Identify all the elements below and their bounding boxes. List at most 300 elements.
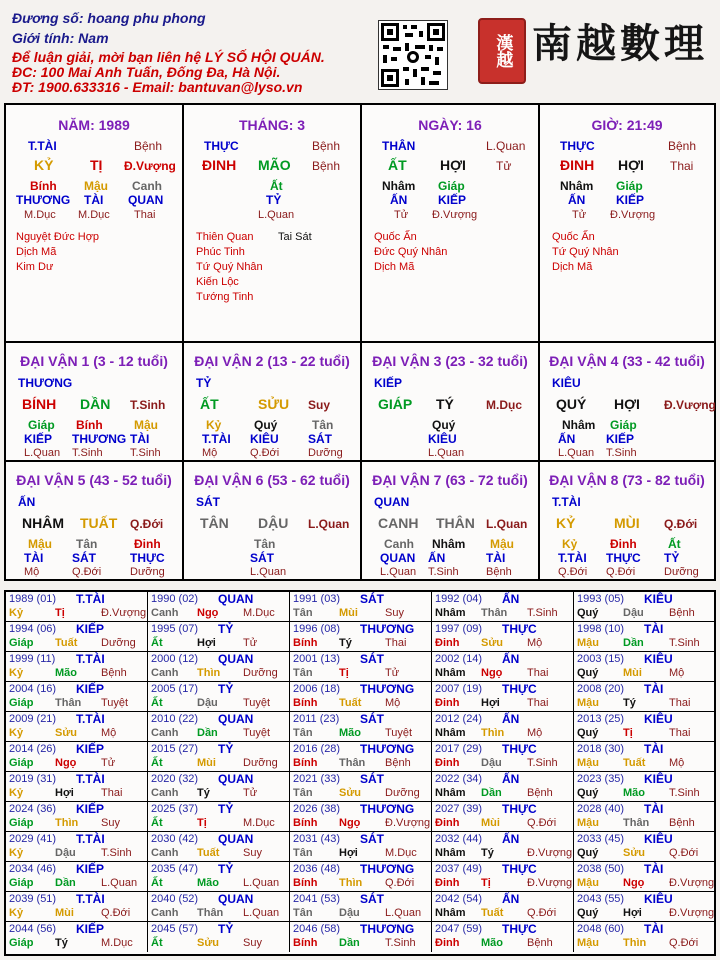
year-branch: Tý [55, 937, 68, 949]
year-branch: Dậu [55, 847, 76, 859]
hidden-status: Đ.Vượng [610, 209, 656, 221]
year-status: Suy [243, 937, 262, 949]
year-status: T.Sinh [385, 937, 416, 949]
year-branch: Thân [197, 907, 224, 919]
year-ten-god: SÁT [360, 652, 384, 666]
year-branch: Mão [55, 667, 77, 679]
hidden-god: T.TÀI [558, 551, 587, 565]
year-ten-god: TỶ [218, 742, 234, 756]
year-ten-god: THƯƠNG [360, 622, 415, 636]
year-label: 1994 (06) [9, 623, 57, 635]
year-status: Bệnh [527, 787, 553, 799]
luck-status: Q.Đới [130, 517, 164, 531]
year-status: Đ.Vượng [669, 877, 715, 889]
year-ten-god: ẤN [502, 832, 520, 846]
year-status: Tử [243, 637, 258, 649]
year-ten-god: TÀI [644, 802, 664, 816]
year-branch: Dần [623, 637, 644, 649]
hidden-status: L.Quan [24, 447, 61, 459]
year-ten-god: ẤN [502, 652, 520, 666]
year-status: L.Quan [243, 907, 280, 919]
gender-value: Nam [78, 30, 109, 46]
year-ten-god: THỰC [502, 742, 537, 756]
year-label: 2002 (14) [435, 653, 483, 665]
pillar-status: Bệnh [312, 159, 341, 173]
year-stem: Đinh [435, 877, 460, 889]
year-label: 1990 (02) [151, 593, 199, 605]
year-label: 1995 (07) [151, 623, 199, 635]
year-status: Dưỡng [243, 667, 278, 679]
year-ten-god: T.TÀI [76, 592, 105, 606]
year-branch: Tị [55, 607, 65, 619]
year-label: 2048 (60) [577, 923, 625, 935]
year-cell [290, 652, 432, 682]
year-stem: Mậu [577, 937, 599, 949]
star-item: Quốc Ấn [374, 231, 417, 243]
year-stem: Ất [151, 697, 163, 709]
year-label: 2033 (45) [577, 833, 625, 845]
year-branch: Tuất [339, 697, 362, 709]
luck-stem: ẤT [200, 396, 219, 412]
hidden-stem: Nhâm [432, 537, 466, 551]
year-status: Thai [669, 697, 691, 709]
year-status: Dưỡng [101, 637, 136, 649]
pillar-top-status: Bệnh [134, 139, 163, 153]
year-branch: Hợi [197, 637, 216, 649]
year-stem: Bính [293, 877, 318, 889]
hidden-god: THỰC [606, 551, 641, 565]
pillar-stem: ĐINH [202, 157, 237, 173]
gender-row [12, 30, 109, 46]
year-label: 2045 (57) [151, 923, 199, 935]
year-ten-god: TÀI [644, 622, 664, 636]
hidden-status: T.Sinh [72, 447, 103, 459]
year-branch: Dần [339, 937, 360, 949]
year-label: 2042 (54) [435, 893, 483, 905]
hidden-god: SÁT [250, 551, 274, 565]
luck-god: ẤN [18, 495, 36, 509]
year-cell [6, 592, 148, 622]
year-status: Tử [101, 757, 116, 769]
pillar-stem: KỶ [34, 157, 54, 173]
star-item: Tứ Quý Nhân [552, 246, 619, 258]
year-status: Mộ [385, 697, 401, 709]
header [0, 0, 720, 100]
year-cell [574, 892, 714, 922]
luck-stem: TÂN [200, 515, 229, 531]
name-row [12, 10, 206, 26]
hidden-status: Thai [134, 209, 156, 221]
year-ten-god: KIẾP [76, 622, 105, 636]
year-cell [574, 922, 714, 952]
pillar-month [184, 105, 362, 343]
hidden-stem: Kỷ [206, 418, 222, 432]
luck-branch: THÂN [436, 515, 475, 531]
year-stem: Giáp [9, 877, 34, 889]
year-branch: Tị [197, 817, 207, 829]
year-stem: Quý [577, 787, 599, 799]
luck-cycle-8 [540, 462, 714, 581]
year-ten-god: KIÊU [644, 592, 673, 606]
year-label: 2027 (39) [435, 803, 483, 815]
hidden-god: ẤN [568, 193, 586, 207]
year-status: Mộ [669, 757, 685, 769]
luck-branch: HỢI [614, 396, 640, 412]
pillar-status: Thai [670, 159, 694, 173]
year-ten-god: TỶ [218, 622, 234, 636]
hidden-god: KIẾP [616, 193, 645, 207]
year-branch: Mùi [55, 907, 74, 919]
year-label: 1993 (05) [577, 593, 625, 605]
year-status: Thai [527, 667, 549, 679]
pillar-top-status: L.Quan [486, 139, 526, 153]
year-cell [290, 802, 432, 832]
year-cell [574, 712, 714, 742]
luck-branch: SỬU [258, 396, 290, 412]
pillar-year [6, 105, 184, 343]
year-cell [432, 772, 574, 802]
hidden-god: TỶ [664, 551, 680, 565]
year-branch: Dần [197, 727, 218, 739]
year-stem: Nhâm [435, 787, 466, 799]
year-ten-god: T.TÀI [76, 712, 105, 726]
year-stem: Kỷ [9, 907, 24, 919]
hidden-status: Tử [572, 209, 587, 221]
hidden-god: TÀI [24, 551, 44, 565]
luck-god: KIÊU [552, 376, 581, 390]
hidden-stem: Nhâm [382, 179, 416, 193]
pillar-branch: MÃO [258, 157, 291, 173]
luck-god: KIẾP [374, 376, 403, 390]
year-stem: Mậu [577, 757, 599, 769]
pillar-top-status: Bệnh [668, 139, 697, 153]
year-cell [574, 802, 714, 832]
hidden-god: QUAN [380, 551, 416, 565]
year-stem: Giáp [9, 637, 34, 649]
year-ten-god: QUAN [218, 652, 254, 666]
year-status: T.Sinh [669, 787, 700, 799]
year-status: Mộ [527, 727, 543, 739]
year-branch: Thân [623, 817, 650, 829]
chart-board [4, 103, 716, 581]
hidden-stem: Tân [76, 537, 98, 551]
hidden-status: Dưỡng [664, 566, 699, 578]
year-label: 2041 (53) [293, 893, 341, 905]
year-status: Q.Đới [527, 907, 557, 919]
pillar-top-god: THỰC [560, 139, 595, 153]
year-label: 2010 (22) [151, 713, 199, 725]
year-cell [290, 892, 432, 922]
year-ten-god: T.TÀI [76, 652, 105, 666]
year-ten-god: QUAN [218, 892, 254, 906]
year-stem: Ất [151, 937, 163, 949]
hidden-status: Đ.Vượng [432, 209, 478, 221]
year-branch: Tuất [623, 757, 646, 769]
hidden-stem: Mậu [28, 537, 52, 551]
year-cell [574, 652, 714, 682]
year-label: 1991 (03) [293, 593, 341, 605]
year-stem: Tân [293, 667, 313, 679]
year-stem: Ất [151, 817, 163, 829]
hidden-status: Dưỡng [130, 566, 165, 578]
year-status: Suy [101, 817, 120, 829]
year-label: 2047 (59) [435, 923, 483, 935]
year-stem: Nhâm [435, 847, 466, 859]
year-branch: Thân [55, 697, 82, 709]
luck-god: SÁT [196, 495, 220, 509]
year-cell [574, 592, 714, 622]
year-cell [432, 892, 574, 922]
year-label: 2023 (35) [577, 773, 625, 785]
year-label: 2046 (58) [293, 923, 341, 935]
year-status: M.Dục [101, 937, 133, 949]
year-branch: Ngọ [55, 757, 77, 769]
year-stem: Ất [151, 637, 163, 649]
luck-status: T.Sinh [130, 398, 166, 412]
year-ten-god: TÀI [644, 862, 664, 876]
hidden-stem: Tân [254, 537, 276, 551]
luck-title: ĐẠI VẬN 5 (43 - 52 tuổi) [16, 472, 172, 488]
hidden-stem: Bính [76, 418, 103, 432]
year-status: Bệnh [385, 757, 411, 769]
year-cell [6, 802, 148, 832]
year-ten-god: ẤN [502, 712, 520, 726]
year-label: 1999 (11) [9, 653, 56, 665]
hidden-stem: Bính [30, 179, 57, 193]
hidden-god: TÀI [130, 432, 150, 446]
year-label: 2039 (51) [9, 893, 57, 905]
luck-cycle-3 [362, 343, 540, 462]
year-ten-god: QUAN [218, 832, 254, 846]
year-cell [574, 742, 714, 772]
year-stem: Tân [293, 787, 313, 799]
year-label: 2035 (47) [151, 863, 199, 875]
luck-god: TỶ [196, 376, 212, 390]
year-cell [290, 922, 432, 952]
hidden-god: KIÊU [428, 432, 457, 446]
year-ten-god: SÁT [360, 772, 384, 786]
year-stem: Kỷ [9, 667, 24, 679]
year-stem: Nhâm [435, 907, 466, 919]
year-cell [290, 622, 432, 652]
year-branch: Tý [481, 847, 494, 859]
year-stem: Kỷ [9, 727, 24, 739]
year-branch: Thìn [55, 817, 79, 829]
year-stem: Tân [293, 847, 313, 859]
hidden-status: L.Quan [558, 447, 595, 459]
hidden-god: KIẾP [606, 432, 635, 446]
luck-title: ĐẠI VẬN 1 (3 - 12 tuổi) [20, 353, 168, 369]
star-item: Dịch Mã [374, 261, 415, 273]
year-cell [148, 802, 290, 832]
year-branch: Thân [481, 607, 508, 619]
year-ten-god: THỰC [502, 622, 537, 636]
year-ten-god: THỰC [502, 802, 537, 816]
hidden-stem: Ất [270, 179, 283, 193]
year-stem: Đinh [435, 817, 460, 829]
year-branch: Mùi [481, 817, 500, 829]
year-branch: Ngọ [481, 667, 503, 679]
luck-status: Suy [308, 398, 331, 412]
pillar-hour [540, 105, 714, 343]
year-status: Tuyệt [243, 727, 271, 739]
luck-status: L.Quan [308, 517, 350, 531]
hidden-god: KIẾP [438, 193, 467, 207]
year-ten-god: QUAN [218, 772, 254, 786]
year-label: 2003 (15) [577, 653, 625, 665]
year-label: 2025 (37) [151, 803, 199, 815]
year-ten-god: SÁT [360, 892, 384, 906]
luck-branch: DẬU [258, 515, 289, 531]
year-branch: Ngọ [197, 607, 219, 619]
luck-cycle-2 [184, 343, 362, 462]
year-branch: Thân [339, 757, 366, 769]
year-label: 2021 (33) [293, 773, 341, 785]
year-branch: Sửu [197, 937, 220, 949]
year-ten-god: THƯƠNG [360, 742, 415, 756]
star-item: Dịch Mã [16, 246, 57, 258]
year-branch: Mão [481, 937, 503, 949]
year-ten-god: KIÊU [644, 652, 673, 666]
year-label: 2037 (49) [435, 863, 483, 875]
year-label: 2036 (48) [293, 863, 341, 875]
pillar-status: Đ.Vượng [124, 159, 176, 173]
hidden-status: M.Dục [78, 209, 110, 221]
hidden-stem: Giáp [438, 179, 465, 193]
year-stem: Nhâm [435, 667, 466, 679]
star-item: Kim Dư [16, 261, 54, 273]
year-stem: Đinh [435, 697, 460, 709]
year-status: M.Dục [385, 847, 417, 859]
year-label: 2019 (31) [9, 773, 57, 785]
year-label: 2018 (30) [577, 743, 625, 755]
hidden-god: THỰC [130, 551, 165, 565]
year-ten-god: KIẾP [76, 802, 105, 816]
hidden-stem: Nhâm [560, 179, 594, 193]
year-label: 2009 (21) [9, 713, 57, 725]
luck-title: ĐẠI VẬN 4 (33 - 42 tuổi) [549, 353, 705, 369]
year-ten-god: QUAN [218, 712, 254, 726]
year-label: 2022 (34) [435, 773, 483, 785]
pillar-day [362, 105, 540, 343]
year-cell [290, 832, 432, 862]
luck-cycle-1 [6, 343, 184, 462]
year-status: Tuyệt [385, 727, 413, 739]
year-status: Đ.Vượng [385, 817, 431, 829]
hidden-status: Q.Đới [606, 566, 636, 578]
hidden-god: T.TÀI [202, 432, 231, 446]
year-stem: Ất [151, 877, 163, 889]
year-ten-god: KIẾP [76, 922, 105, 936]
hidden-stem: Ất [668, 537, 681, 551]
year-branch: Tuất [481, 907, 504, 919]
star-item: Dịch Mã [552, 261, 593, 273]
pillar-branch: HỢI [440, 157, 466, 173]
luck-title: ĐẠI VẬN 2 (13 - 22 tuổi) [194, 353, 350, 369]
qr-code-icon [378, 20, 448, 90]
year-cell [6, 622, 148, 652]
year-stem: Quý [577, 667, 599, 679]
year-cell [148, 652, 290, 682]
year-status: Bệnh [527, 937, 553, 949]
pillar-title: THÁNG: 3 [238, 117, 306, 133]
star-item: Đức Quý Nhân [374, 246, 448, 258]
year-cell [148, 922, 290, 952]
year-branch: Dậu [481, 757, 502, 769]
year-branch: Dậu [623, 607, 644, 619]
year-status: T.Sinh [527, 607, 558, 619]
year-branch: Tý [623, 697, 636, 709]
year-branch: Mùi [623, 667, 642, 679]
year-cell [432, 652, 574, 682]
star-item: Quốc Ấn [552, 231, 595, 243]
year-stem: Nhâm [435, 607, 466, 619]
year-label: 2005 (17) [151, 683, 199, 695]
hidden-god: KIÊU [250, 432, 279, 446]
year-label: 2006 (18) [293, 683, 341, 695]
luck-god: THƯƠNG [18, 376, 73, 390]
year-cell [148, 772, 290, 802]
year-ten-god: SÁT [360, 712, 384, 726]
year-stem: Canh [151, 787, 179, 799]
year-cell [148, 622, 290, 652]
year-label: 2000 (12) [151, 653, 199, 665]
hidden-god: ẤN [390, 193, 408, 207]
hidden-god: ẤN [558, 432, 576, 446]
year-status: L.Quan [243, 877, 280, 889]
luck-stem: NHÂM [22, 515, 64, 531]
year-stem: Giáp [9, 757, 34, 769]
hidden-status: L.Quan [428, 447, 465, 459]
star-item: Nguyệt Đức Hợp [16, 231, 100, 243]
hidden-status: Dưỡng [308, 447, 343, 459]
year-ten-god: TÀI [644, 682, 664, 696]
hidden-status: Q.Đới [558, 566, 588, 578]
year-branch: Ngọ [623, 877, 645, 889]
year-stem: Mậu [577, 637, 599, 649]
hidden-stem: Kỷ [562, 537, 578, 551]
year-cell [432, 802, 574, 832]
year-ten-god: T.TÀI [76, 892, 105, 906]
year-ten-god: SÁT [360, 592, 384, 606]
year-stem: Giáp [9, 697, 34, 709]
year-branch: Sửu [339, 787, 362, 799]
year-cell [148, 892, 290, 922]
year-branch: Dần [481, 787, 502, 799]
year-stem: Bính [293, 697, 318, 709]
hidden-god: THƯƠNG [72, 432, 127, 446]
year-cell [148, 742, 290, 772]
year-stem: Bính [293, 817, 318, 829]
brand-logo: 南越數理 [532, 20, 708, 67]
year-label: 2012 (24) [435, 713, 483, 725]
year-branch: Hợi [55, 787, 74, 799]
year-status: Thai [669, 727, 691, 739]
hidden-stem: Tân [312, 418, 334, 432]
year-stem: Canh [151, 907, 179, 919]
luck-cycle-4 [540, 343, 714, 462]
year-cell [432, 742, 574, 772]
year-cell [290, 682, 432, 712]
year-cell [6, 832, 148, 862]
year-cell [6, 652, 148, 682]
year-stem: Quý [577, 907, 599, 919]
luck-cycle-5 [6, 462, 184, 581]
year-ten-god: TỶ [218, 682, 234, 696]
year-branch: Tuất [55, 637, 78, 649]
year-branch: Mão [197, 877, 219, 889]
year-stem: Giáp [9, 937, 34, 949]
